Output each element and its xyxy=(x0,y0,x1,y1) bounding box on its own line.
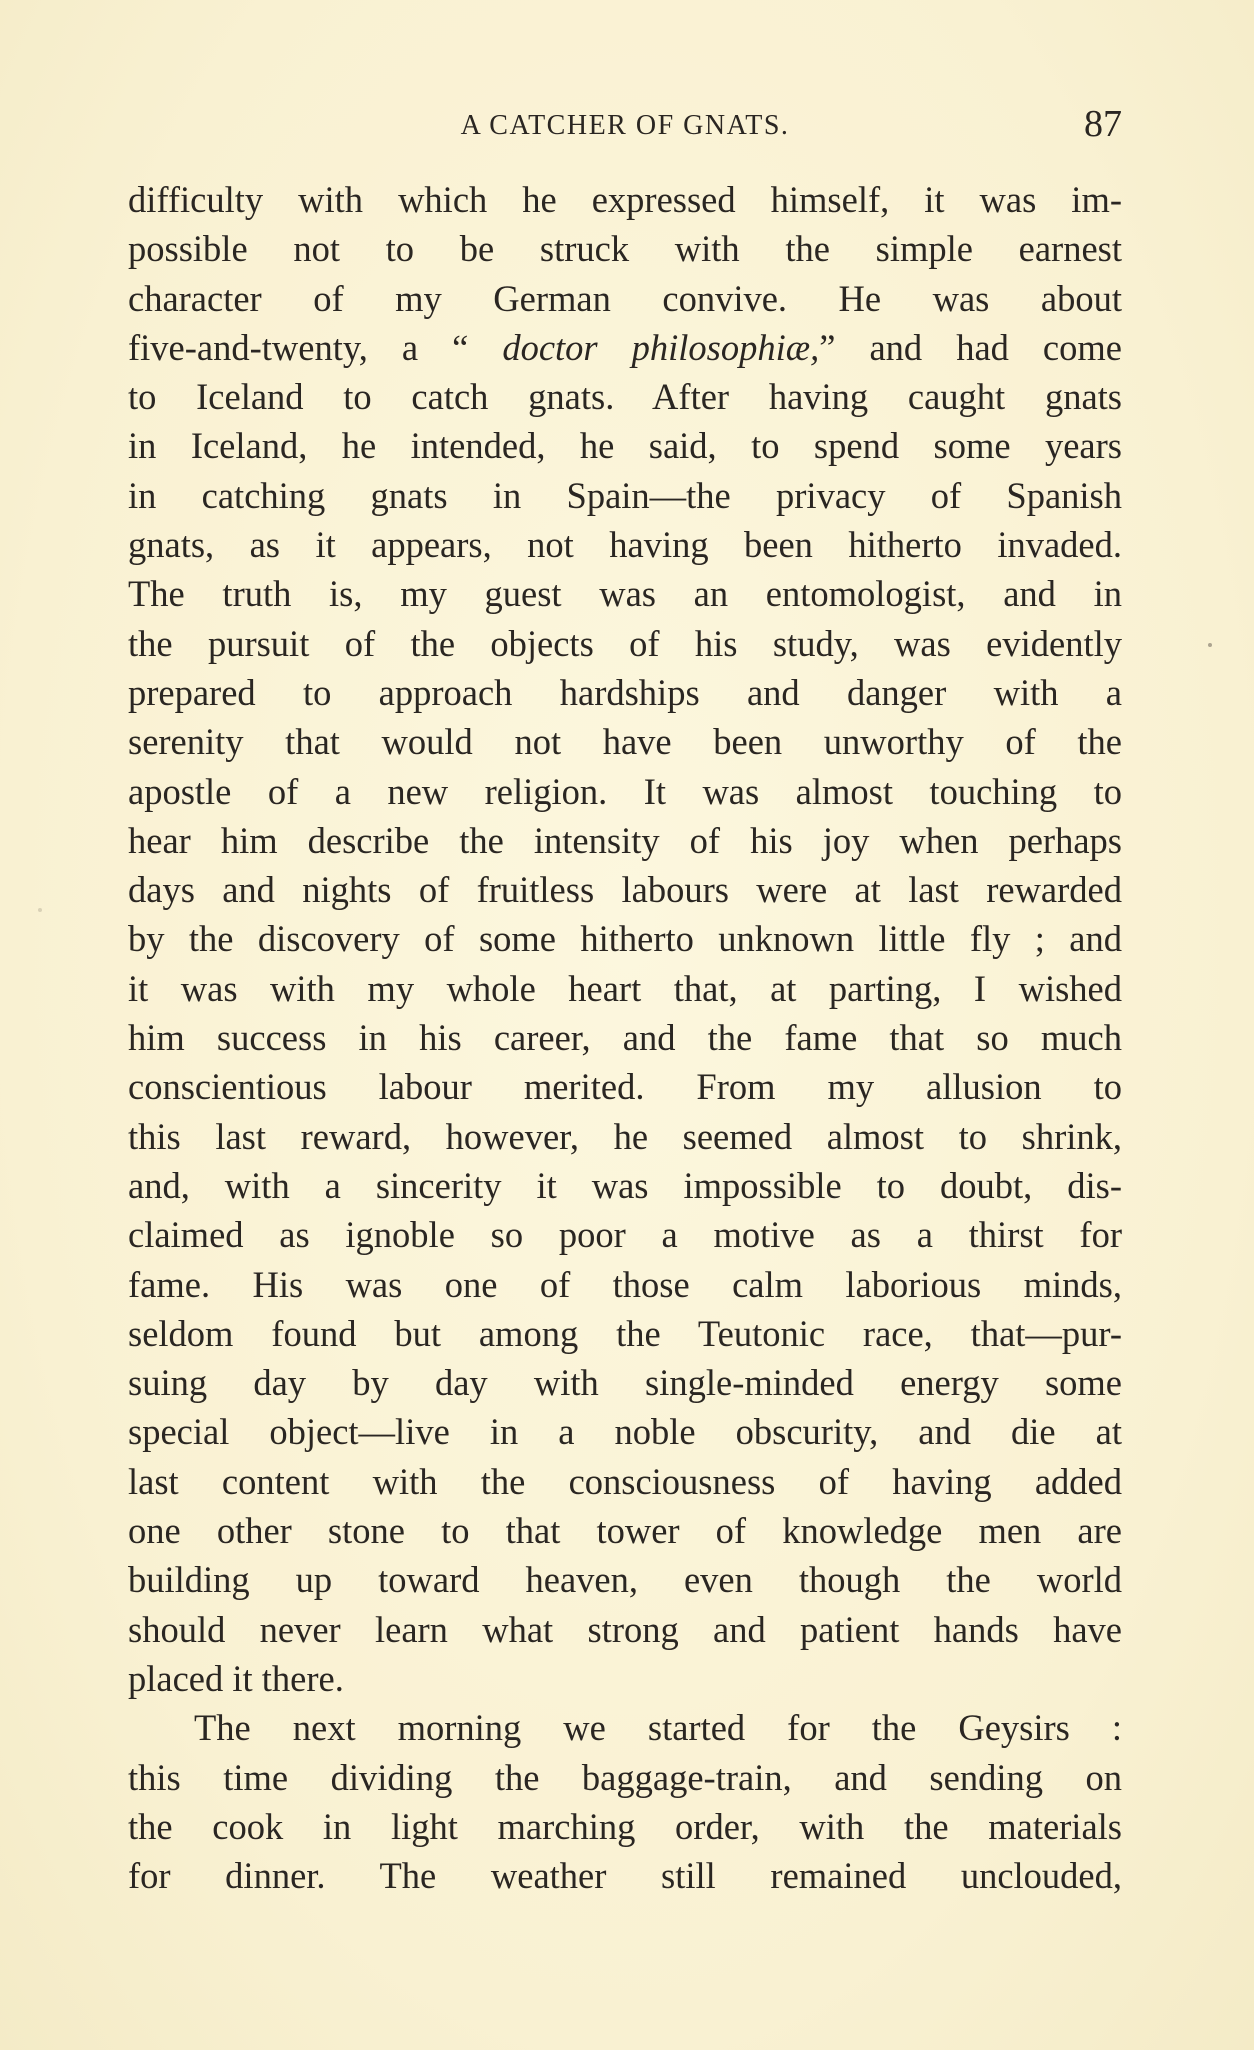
text-line: the pursuit of the objects of his study, was evidently xyxy=(128,622,1122,664)
text-line: gnats, as it appears, not having been hitherto invaded. xyxy=(128,524,1122,566)
paragraph-1 xyxy=(128,175,1122,1703)
text-line: hear him describe the intensity of his joy when perhaps xyxy=(128,819,1122,861)
text-line: possible not to be struck with the simple earnest xyxy=(128,228,1122,270)
text-line: prepared to approach hardships and danger with a xyxy=(128,671,1122,713)
text-line: the cook in light marching order, with the materials xyxy=(128,1805,1122,1847)
text-line: for dinner. The weather still remained unclouded, xyxy=(128,1855,1122,1897)
text-line: one other stone to that tower of knowledge men are xyxy=(128,1510,1122,1552)
text-line: to Iceland to catch gnats. After having caught gnats xyxy=(128,376,1122,418)
text-line: him success in his career, and the fame that so much xyxy=(128,1017,1122,1059)
text-line: it was with my whole heart that, at parting, I wished xyxy=(128,967,1122,1009)
page-header xyxy=(128,104,1122,148)
text-line: suing day by day with single-minded energy some xyxy=(128,1362,1122,1404)
text-line-with-italic: five-and-twenty, a “ doctor philosophiæ,” and had come xyxy=(128,326,1122,368)
text-line: and, with a sincerity it was impossible to doubt, dis- xyxy=(128,1164,1122,1206)
text-line: special object—live in a noble obscurity, and die at xyxy=(128,1411,1122,1453)
margin-speck xyxy=(38,908,42,912)
text-line: difficulty with which he expressed himself, it was im- xyxy=(128,179,1122,220)
text-line: The next morning we started for the Geysirs : xyxy=(194,1707,1122,1749)
text-line: in Iceland, he intended, he said, to spend some years xyxy=(128,425,1122,467)
page-number: 87 xyxy=(1084,103,1122,145)
running-title: A CATCHER OF GNATS. xyxy=(460,110,790,141)
margin-speck xyxy=(1208,643,1212,647)
text-line: claimed as ignoble so poor a motive as a thirst for xyxy=(128,1214,1122,1256)
text-line: conscientious labour merited. From my allusion to xyxy=(128,1066,1122,1108)
text-line: fame. His was one of those calm laborious minds, xyxy=(128,1263,1122,1305)
text-line: building up toward heaven, even though the world xyxy=(128,1559,1122,1601)
text-line: serenity that would not have been unworthy of the xyxy=(128,721,1122,763)
text-line: this last reward, however, he seemed almost to shrink, xyxy=(128,1115,1122,1157)
text-line: apostle of a new religion. It was almost touching to xyxy=(128,770,1122,812)
text-line: last content with the consciousness of having added xyxy=(128,1460,1122,1502)
text-line: character of my German convive. He was about xyxy=(128,277,1122,319)
text-line: seldom found but among the Teutonic race, that—pur- xyxy=(128,1312,1122,1354)
text-line: placed it there. xyxy=(128,1657,344,1699)
italic-latin-phrase: doctor philosophiæ, xyxy=(502,326,820,368)
text-line: should never learn what strong and patient hands have xyxy=(128,1608,1122,1650)
text-line: by the discovery of some hitherto unknown little fly ; and xyxy=(128,918,1122,960)
text-line: days and nights of fruitless labours were at last rewarded xyxy=(128,869,1122,911)
body-text xyxy=(128,175,1122,1900)
text-line: The truth is, my guest was an entomologist, and in xyxy=(128,573,1122,615)
paragraph-2 xyxy=(128,1703,1122,1900)
text-line: this time dividing the baggage-train, and sending on xyxy=(128,1756,1122,1798)
text-line: in catching gnats in Spain—the privacy of Spanish xyxy=(128,474,1122,516)
